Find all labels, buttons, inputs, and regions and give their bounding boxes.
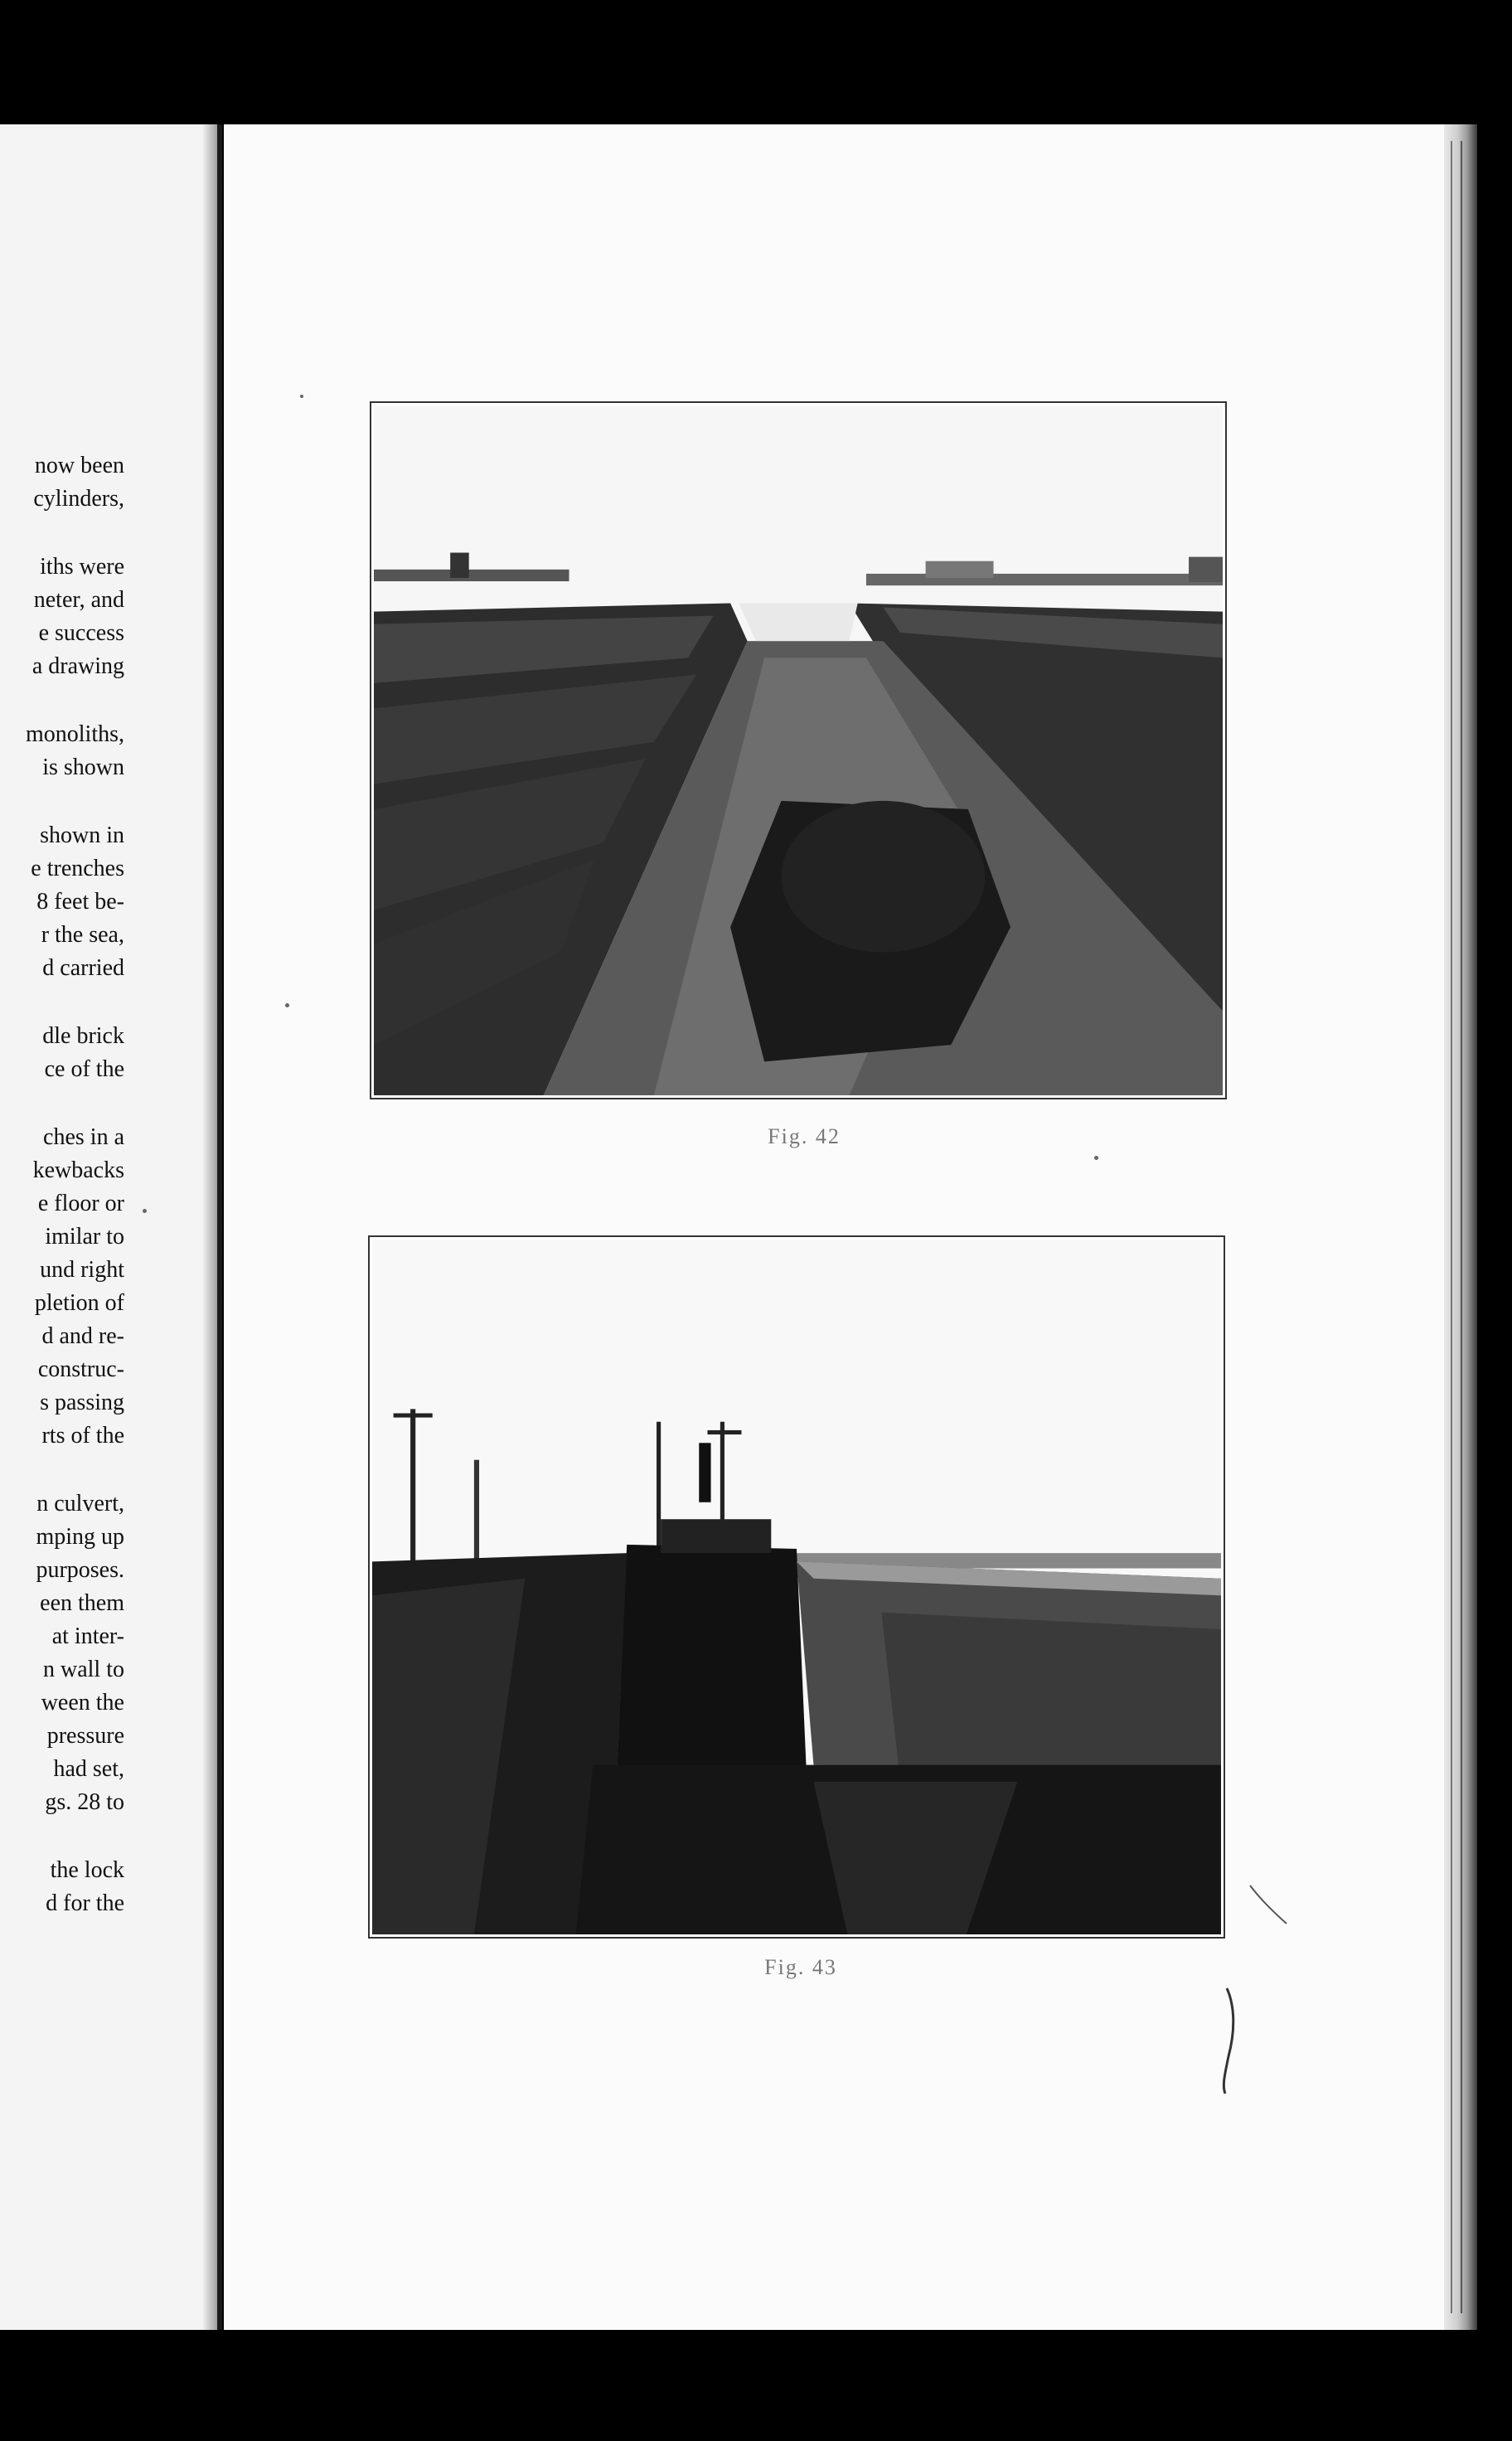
text-line: r the sea, [41, 922, 124, 948]
text-line: construc- [37, 1356, 124, 1382]
page-speck [285, 1003, 289, 1007]
text-line: e success [38, 620, 124, 646]
paragraph-gap [0, 683, 124, 718]
paragraph-gap [0, 1453, 124, 1487]
text-line: d carried [42, 955, 124, 981]
text-line: s passing [40, 1390, 124, 1415]
text-line: purposes. [36, 1557, 124, 1583]
text-line: cylinders, [33, 486, 124, 512]
paragraph-gap [0, 1086, 124, 1121]
figure-42-photo [370, 401, 1227, 1099]
text-line: a drawing [32, 653, 124, 679]
text-line: d for the [46, 1890, 124, 1916]
text-line: pletion of [34, 1290, 124, 1316]
hair-mark [1210, 1982, 1243, 2098]
text-line: kewbacks [32, 1157, 124, 1183]
page-speck [300, 395, 303, 398]
figure-43-photo [368, 1235, 1225, 1939]
text-line: iths were [40, 554, 124, 580]
text-line: the lock [50, 1857, 124, 1883]
text-line: n wall to [43, 1657, 124, 1682]
text-line: 8 feet be- [36, 889, 124, 915]
page-speck [1094, 1156, 1098, 1160]
figure-43-caption: Fig. 43 [764, 1955, 837, 1979]
text-line: is shown [42, 755, 124, 780]
text-line: und right [40, 1257, 124, 1283]
text-line: pressure [46, 1723, 124, 1749]
text-line: e floor or [37, 1191, 124, 1216]
text-line: ches in a [43, 1124, 124, 1150]
paragraph-gap [0, 985, 124, 1020]
text-line: mping up [36, 1524, 124, 1550]
text-line: gs. 28 to [45, 1789, 124, 1815]
paragraph-gap [0, 784, 124, 819]
text-line: monoliths, [25, 721, 124, 747]
left-page [0, 124, 222, 2330]
text-line: een them [40, 1590, 124, 1616]
text-line: at inter- [51, 1623, 124, 1649]
paragraph-gap [0, 516, 124, 551]
text-line: now been [34, 453, 124, 478]
text-line: d and re- [41, 1323, 124, 1349]
text-line: e trenches [31, 856, 124, 881]
paragraph-gap [0, 1819, 124, 1854]
text-line: ce of the [44, 1056, 124, 1082]
gutter-shadow [202, 124, 217, 2330]
text-line: shown in [40, 823, 124, 848]
text-line: ween the [41, 1690, 124, 1715]
figure-42-caption: Fig. 42 [768, 1124, 841, 1148]
left-page-text [0, 449, 124, 1920]
text-line: n culvert, [36, 1491, 124, 1517]
hair-mark [1243, 1882, 1293, 1932]
page-speck [143, 1209, 147, 1213]
page-edge [1444, 124, 1477, 2330]
text-line: rts of the [41, 1423, 124, 1449]
text-line: had set, [53, 1756, 124, 1782]
text-line: dle brick [42, 1023, 124, 1049]
text-line: neter, and [33, 587, 124, 613]
text-line: imilar to [45, 1224, 124, 1250]
